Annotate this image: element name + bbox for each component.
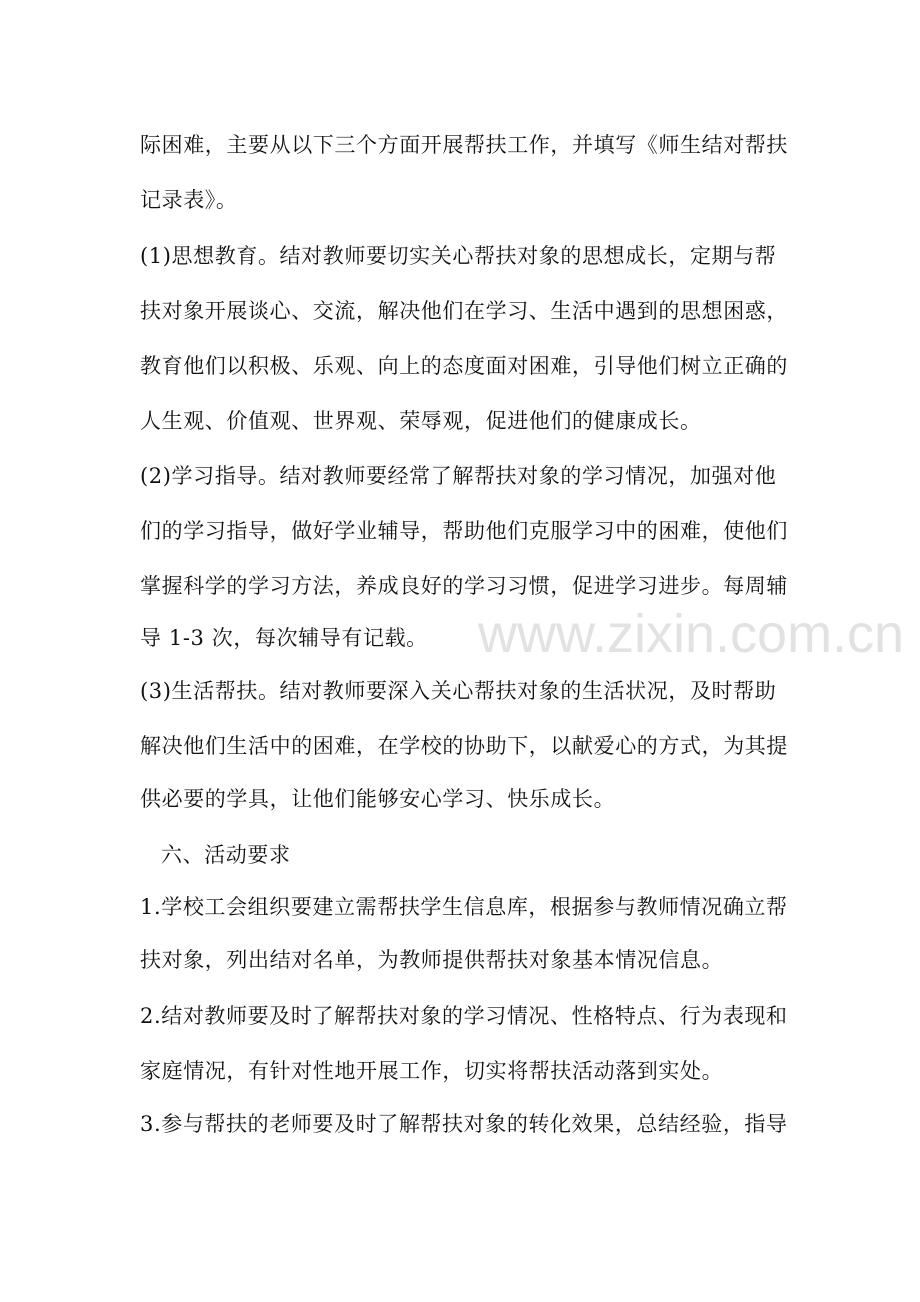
section-heading: 六、活动要求 (161, 843, 291, 867)
text-line: 解决他们生活中的困难，在学校的协助下，以献爱心的方式，为其提 (140, 734, 788, 758)
text-line: 教育他们以积极、乐观、向上的态度面对困难，引导他们树立正确的 (140, 354, 788, 378)
text-line: (3)生活帮扶。结对教师要深入关心帮扶对象的生活状况，及时帮助 (140, 679, 777, 703)
watermark: www.zixin.com.cn (478, 604, 905, 664)
text-line: 家庭情况，有针对性地开展工作，切实将帮扶活动落到实处。 (140, 1059, 724, 1083)
text-line: (1)思想教育。结对教师要切实关心帮扶对象的思想成长，定期与帮 (140, 244, 777, 268)
text-line: 掌握科学的学习方法，养成良好的学习习惯，促进学习进步。每周辅 (140, 574, 788, 598)
text-line: 们的学习指导，做好学业辅导，帮助他们克服学习中的困难，使他们 (140, 519, 788, 543)
text-line: 2.结对教师要及时了解帮扶对象的学习情况、性格特点、行为表现和 (140, 1004, 788, 1028)
text-line: 3.参与帮扶的老师要及时了解帮扶对象的转化效果，总结经验，指导 (140, 1112, 788, 1136)
text-line: 供必要的学具，让他们能够安心学习、快乐成长。 (140, 787, 616, 811)
text-line: 际困难，主要从以下三个方面开展帮扶工作，并填写《师生结对帮扶 (140, 133, 788, 157)
text-line: 1.学校工会组织要建立需帮扶学生信息库，根据参与教师情况确立帮 (140, 895, 788, 919)
text-line: (2)学习指导。结对教师要经常了解帮扶对象的学习情况，加强对他 (140, 464, 777, 488)
text-line: 导 1-3 次，每次辅导有记载。 (140, 626, 428, 650)
text-line: 扶对象开展谈心、交流，解决他们在学习、生活中遇到的思想困惑， (140, 299, 788, 323)
text-line: 人生观、价值观、世界观、荣辱观，促进他们的健康成长。 (140, 409, 702, 433)
text-line: 扶对象，列出结对名单，为教师提供帮扶对象基本情况信息。 (140, 948, 724, 972)
text-line: 记录表》。 (140, 188, 238, 212)
